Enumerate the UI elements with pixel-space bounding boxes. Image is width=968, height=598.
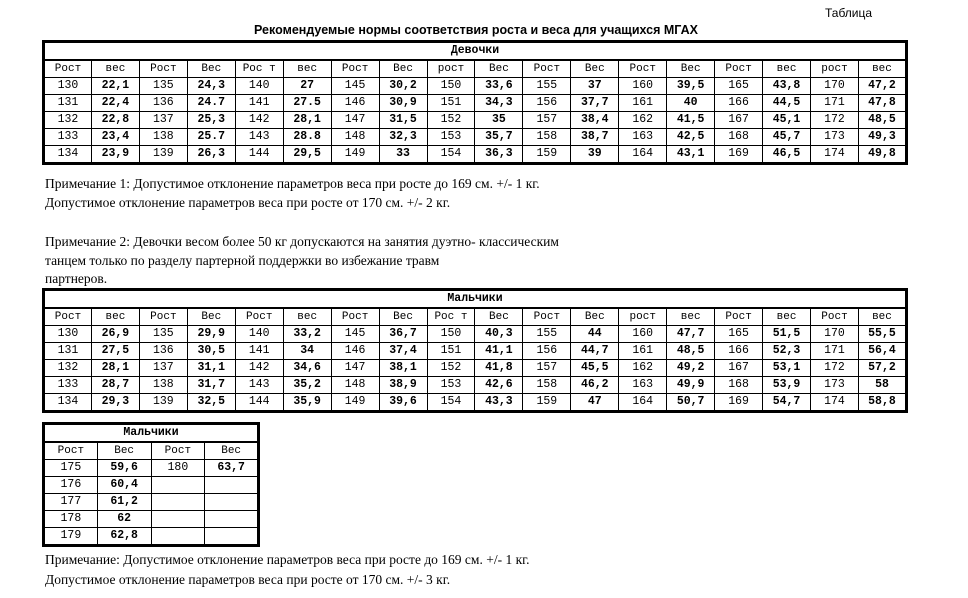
height-cell: 141 <box>235 343 283 360</box>
weight-cell: 47 <box>571 394 619 412</box>
weight-cell: 34,6 <box>283 360 331 377</box>
weight-cell: 22,4 <box>91 95 139 112</box>
height-cell: 173 <box>811 129 859 146</box>
height-cell: 179 <box>44 528 98 546</box>
weight-cell: 50,7 <box>667 394 715 412</box>
height-cell <box>151 477 205 494</box>
height-cell: 135 <box>139 326 187 343</box>
height-cell: 143 <box>235 377 283 394</box>
weight-cell: 37 <box>571 78 619 95</box>
table-row <box>44 377 907 394</box>
height-cell: 166 <box>715 343 763 360</box>
height-cell: 149 <box>331 394 379 412</box>
height-cell: 136 <box>139 343 187 360</box>
height-cell: 169 <box>715 394 763 412</box>
weight-header: вес <box>763 60 811 78</box>
weight-cell: 45,5 <box>571 360 619 377</box>
boys-extra-table <box>42 422 260 547</box>
height-header: рост <box>619 308 667 326</box>
weight-cell: 36,3 <box>475 146 523 164</box>
height-cell: 150 <box>427 326 475 343</box>
height-cell: 136 <box>139 95 187 112</box>
girls-table <box>42 40 908 165</box>
weight-cell: 35 <box>475 112 523 129</box>
height-cell <box>151 528 205 546</box>
height-cell: 163 <box>619 129 667 146</box>
height-cell: 170 <box>811 78 859 95</box>
height-cell: 132 <box>44 360 92 377</box>
height-header: Рост <box>44 308 92 326</box>
weight-cell: 44,7 <box>571 343 619 360</box>
note-2-line-1: Примечание 2: Девочки весом более 50 кг допускаются на занятия дуэтно- классическим <box>45 234 559 249</box>
height-cell: 150 <box>427 78 475 95</box>
height-cell: 157 <box>523 112 571 129</box>
note-2-line-2: танцем только по разделу партерной поддержки во избежание травм <box>45 253 440 268</box>
height-cell: 163 <box>619 377 667 394</box>
height-cell: 169 <box>715 146 763 164</box>
weight-cell: 41,8 <box>475 360 523 377</box>
weight-cell: 63,7 <box>205 460 259 477</box>
height-header: Рост <box>523 308 571 326</box>
weight-cell: 59,6 <box>97 460 151 477</box>
height-cell: 144 <box>235 394 283 412</box>
weight-cell: 24,3 <box>187 78 235 95</box>
height-header: Рос т <box>427 308 475 326</box>
weight-cell: 38,7 <box>571 129 619 146</box>
height-cell: 148 <box>331 129 379 146</box>
height-cell: 140 <box>235 326 283 343</box>
caption-row <box>44 290 907 309</box>
table-row <box>44 343 907 360</box>
weight-cell: 42,5 <box>667 129 715 146</box>
height-cell: 164 <box>619 146 667 164</box>
weight-header: Вес <box>97 442 151 460</box>
weight-cell: 30,2 <box>379 78 427 95</box>
weight-cell: 54,7 <box>763 394 811 412</box>
weight-cell: 32,3 <box>379 129 427 146</box>
table-row <box>44 146 907 164</box>
weight-cell: 33 <box>379 146 427 164</box>
height-cell: 164 <box>619 394 667 412</box>
height-cell: 151 <box>427 95 475 112</box>
weight-cell: 46,5 <box>763 146 811 164</box>
weight-cell: 25.7 <box>187 129 235 146</box>
weight-cell: 41,1 <box>475 343 523 360</box>
weight-cell: 29,5 <box>283 146 331 164</box>
weight-cell: 30,9 <box>379 95 427 112</box>
weight-cell: 35,2 <box>283 377 331 394</box>
weight-cell: 31,7 <box>187 377 235 394</box>
weight-cell: 62 <box>97 511 151 528</box>
height-cell: 144 <box>235 146 283 164</box>
height-header: Рост <box>619 60 667 78</box>
weight-header: вес <box>283 60 331 78</box>
height-cell: 152 <box>427 112 475 129</box>
note-2-line-3: партнеров. <box>45 271 108 286</box>
weight-header: Вес <box>379 308 427 326</box>
weight-cell: 38,4 <box>571 112 619 129</box>
height-cell: 147 <box>331 112 379 129</box>
height-cell: 165 <box>715 326 763 343</box>
weight-cell: 47,8 <box>858 95 906 112</box>
height-cell: 146 <box>331 343 379 360</box>
height-cell: 167 <box>715 360 763 377</box>
weight-header: вес <box>283 308 331 326</box>
height-cell: 148 <box>331 377 379 394</box>
height-cell: 174 <box>811 394 859 412</box>
weight-cell: 34 <box>283 343 331 360</box>
height-cell: 159 <box>523 394 571 412</box>
height-cell: 130 <box>44 326 92 343</box>
weight-header: Вес <box>571 308 619 326</box>
note-3-line-1: Примечание: Допустимое отклонение параметров веса при росте до 169 см. +/- 1 кг. <box>45 552 530 567</box>
weight-cell: 43,8 <box>763 78 811 95</box>
weight-cell <box>205 494 259 511</box>
weight-cell: 40,3 <box>475 326 523 343</box>
weight-cell: 37,7 <box>571 95 619 112</box>
height-cell: 137 <box>139 112 187 129</box>
weight-cell: 35,7 <box>475 129 523 146</box>
height-cell: 133 <box>44 377 92 394</box>
table-row <box>44 78 907 95</box>
note-1-line-1: Примечание 1: Допустимое отклонение параметров веса при росте до 169 см. +/- 1 кг. <box>45 176 540 191</box>
weight-header: Вес <box>667 60 715 78</box>
weight-header: Вес <box>571 60 619 78</box>
height-cell: 168 <box>715 129 763 146</box>
weight-header: Вес <box>379 60 427 78</box>
weight-cell: 49,2 <box>667 360 715 377</box>
height-cell: 138 <box>139 377 187 394</box>
note-3-line-2: Допустимое отклонение параметров веса при росте от 170 см. +/- 3 кг. <box>45 572 451 587</box>
weight-cell: 58 <box>858 377 906 394</box>
height-cell <box>151 494 205 511</box>
height-cell: 137 <box>139 360 187 377</box>
height-cell: 158 <box>523 377 571 394</box>
weight-header: Вес <box>187 60 235 78</box>
height-cell: 145 <box>331 326 379 343</box>
height-cell: 168 <box>715 377 763 394</box>
weight-cell: 56,4 <box>858 343 906 360</box>
height-cell: 142 <box>235 112 283 129</box>
weight-cell: 45,1 <box>763 112 811 129</box>
height-cell: 138 <box>139 129 187 146</box>
height-cell: 161 <box>619 343 667 360</box>
height-cell: 156 <box>523 343 571 360</box>
weight-cell: 43,1 <box>667 146 715 164</box>
weight-cell: 37,4 <box>379 343 427 360</box>
height-cell: 140 <box>235 78 283 95</box>
height-cell: 141 <box>235 95 283 112</box>
weight-header: Вес <box>475 60 523 78</box>
weight-cell: 24.7 <box>187 95 235 112</box>
weight-header: Вес <box>205 442 259 460</box>
boys-table <box>42 288 908 413</box>
height-cell: 176 <box>44 477 98 494</box>
table-caption: Мальчики <box>44 424 259 443</box>
weight-cell: 31,1 <box>187 360 235 377</box>
height-cell: 155 <box>523 326 571 343</box>
weight-cell: 25,3 <box>187 112 235 129</box>
weight-header: Вес <box>187 308 235 326</box>
weight-header: вес <box>91 60 139 78</box>
height-cell: 153 <box>427 129 475 146</box>
table-caption: Мальчики <box>44 290 907 309</box>
height-cell: 139 <box>139 394 187 412</box>
header-row <box>44 60 907 78</box>
weight-cell: 62,8 <box>97 528 151 546</box>
height-cell: 180 <box>151 460 205 477</box>
weight-cell <box>205 528 259 546</box>
height-cell: 130 <box>44 78 92 95</box>
table-row <box>44 112 907 129</box>
height-header: Рост <box>811 308 859 326</box>
weight-cell: 38,1 <box>379 360 427 377</box>
weight-cell: 39,5 <box>667 78 715 95</box>
height-cell: 162 <box>619 360 667 377</box>
weight-cell: 51,5 <box>763 326 811 343</box>
weight-cell: 32,5 <box>187 394 235 412</box>
weight-cell: 40 <box>667 95 715 112</box>
height-cell: 131 <box>44 343 92 360</box>
weight-header: вес <box>91 308 139 326</box>
weight-cell: 52,3 <box>763 343 811 360</box>
height-cell: 151 <box>427 343 475 360</box>
height-header: Рост <box>523 60 571 78</box>
weight-cell: 28,1 <box>91 360 139 377</box>
height-header: Рост <box>151 442 205 460</box>
weight-cell: 23,4 <box>91 129 139 146</box>
weight-cell: 49,8 <box>858 146 906 164</box>
height-cell <box>151 511 205 528</box>
weight-cell: 27,5 <box>91 343 139 360</box>
height-cell: 147 <box>331 360 379 377</box>
table-row <box>44 477 259 494</box>
weight-cell: 48,5 <box>858 112 906 129</box>
height-cell: 161 <box>619 95 667 112</box>
weight-header: вес <box>763 308 811 326</box>
height-header: Рост <box>139 308 187 326</box>
height-cell: 154 <box>427 394 475 412</box>
weight-cell: 23,9 <box>91 146 139 164</box>
height-header: рост <box>811 60 859 78</box>
height-cell: 134 <box>44 394 92 412</box>
weight-header: вес <box>858 60 906 78</box>
height-header: Рост <box>139 60 187 78</box>
weight-cell: 58,8 <box>858 394 906 412</box>
height-header: Рост <box>44 442 98 460</box>
height-cell: 157 <box>523 360 571 377</box>
height-cell: 149 <box>331 146 379 164</box>
weight-cell: 45,7 <box>763 129 811 146</box>
weight-cell: 44 <box>571 326 619 343</box>
weight-cell: 22,8 <box>91 112 139 129</box>
height-cell: 143 <box>235 129 283 146</box>
table-label: Таблица <box>825 6 873 20</box>
height-cell: 131 <box>44 95 92 112</box>
weight-cell: 29,9 <box>187 326 235 343</box>
caption-row <box>44 424 259 443</box>
height-cell: 166 <box>715 95 763 112</box>
weight-cell: 60,4 <box>97 477 151 494</box>
weight-cell: 48,5 <box>667 343 715 360</box>
height-cell: 155 <box>523 78 571 95</box>
weight-cell <box>205 511 259 528</box>
page-title <box>0 23 968 37</box>
weight-cell: 26,9 <box>91 326 139 343</box>
weight-cell: 27.5 <box>283 95 331 112</box>
height-header: Рост <box>44 60 92 78</box>
height-cell: 178 <box>44 511 98 528</box>
page-title-text: Рекомендуемые нормы соответствия роста и веса для учащихся МГАХ <box>254 23 698 37</box>
height-header: Рос т <box>235 60 283 78</box>
height-header: Рост <box>331 60 379 78</box>
height-cell: 173 <box>811 377 859 394</box>
table-caption: Девочки <box>44 42 907 61</box>
weight-header: Вес <box>475 308 523 326</box>
height-cell: 175 <box>44 460 98 477</box>
caption-row <box>44 42 907 61</box>
weight-cell: 49,9 <box>667 377 715 394</box>
table-row <box>44 360 907 377</box>
weight-cell: 30,5 <box>187 343 235 360</box>
height-cell: 142 <box>235 360 283 377</box>
weight-cell: 27 <box>283 78 331 95</box>
weight-cell: 53,9 <box>763 377 811 394</box>
table-row <box>44 394 907 412</box>
height-cell: 132 <box>44 112 92 129</box>
weight-cell: 28,1 <box>283 112 331 129</box>
weight-cell: 33,2 <box>283 326 331 343</box>
weight-cell: 31,5 <box>379 112 427 129</box>
weight-cell: 41,5 <box>667 112 715 129</box>
table-row <box>44 95 907 112</box>
header-row <box>44 442 259 460</box>
height-cell: 146 <box>331 95 379 112</box>
weight-cell: 34,3 <box>475 95 523 112</box>
height-cell: 171 <box>811 343 859 360</box>
weight-cell: 33,6 <box>475 78 523 95</box>
height-cell: 171 <box>811 95 859 112</box>
height-cell: 158 <box>523 129 571 146</box>
weight-cell: 61,2 <box>97 494 151 511</box>
weight-cell: 44,5 <box>763 95 811 112</box>
table-row <box>44 511 259 528</box>
weight-cell: 39,6 <box>379 394 427 412</box>
height-cell: 153 <box>427 377 475 394</box>
weight-cell: 43,3 <box>475 394 523 412</box>
weight-cell: 57,2 <box>858 360 906 377</box>
weight-cell: 29,3 <box>91 394 139 412</box>
height-cell: 174 <box>811 146 859 164</box>
height-cell: 160 <box>619 78 667 95</box>
height-cell: 160 <box>619 326 667 343</box>
height-cell: 170 <box>811 326 859 343</box>
weight-cell: 38,9 <box>379 377 427 394</box>
height-header: Рост <box>235 308 283 326</box>
height-cell: 156 <box>523 95 571 112</box>
height-cell: 139 <box>139 146 187 164</box>
weight-cell: 47,7 <box>667 326 715 343</box>
weight-cell: 47,2 <box>858 78 906 95</box>
weight-cell: 28,7 <box>91 377 139 394</box>
height-cell: 165 <box>715 78 763 95</box>
table-row <box>44 494 259 511</box>
note-1-line-2: Допустимое отклонение параметров веса при росте от 170 см. +/- 2 кг. <box>45 195 451 210</box>
weight-header: вес <box>858 308 906 326</box>
height-header: Рост <box>715 60 763 78</box>
height-cell: 145 <box>331 78 379 95</box>
height-header: Рост <box>715 308 763 326</box>
weight-cell: 26,3 <box>187 146 235 164</box>
weight-cell: 35,9 <box>283 394 331 412</box>
height-cell: 154 <box>427 146 475 164</box>
weight-cell: 49,3 <box>858 129 906 146</box>
height-header: рост <box>427 60 475 78</box>
height-cell: 177 <box>44 494 98 511</box>
height-cell: 135 <box>139 78 187 95</box>
height-header: Рост <box>331 308 379 326</box>
weight-cell: 53,1 <box>763 360 811 377</box>
header-row <box>44 308 907 326</box>
weight-cell: 22,1 <box>91 78 139 95</box>
weight-cell: 36,7 <box>379 326 427 343</box>
height-cell: 172 <box>811 112 859 129</box>
height-cell: 172 <box>811 360 859 377</box>
height-cell: 162 <box>619 112 667 129</box>
weight-cell: 42,6 <box>475 377 523 394</box>
height-cell: 152 <box>427 360 475 377</box>
weight-cell: 46,2 <box>571 377 619 394</box>
table-row <box>44 129 907 146</box>
height-cell: 159 <box>523 146 571 164</box>
table-row <box>44 528 259 546</box>
weight-cell: 39 <box>571 146 619 164</box>
height-cell: 167 <box>715 112 763 129</box>
weight-cell: 55,5 <box>858 326 906 343</box>
height-cell: 133 <box>44 129 92 146</box>
table-row <box>44 326 907 343</box>
weight-cell <box>205 477 259 494</box>
table-row <box>44 460 259 477</box>
weight-header: вес <box>667 308 715 326</box>
weight-cell: 28.8 <box>283 129 331 146</box>
height-cell: 134 <box>44 146 92 164</box>
